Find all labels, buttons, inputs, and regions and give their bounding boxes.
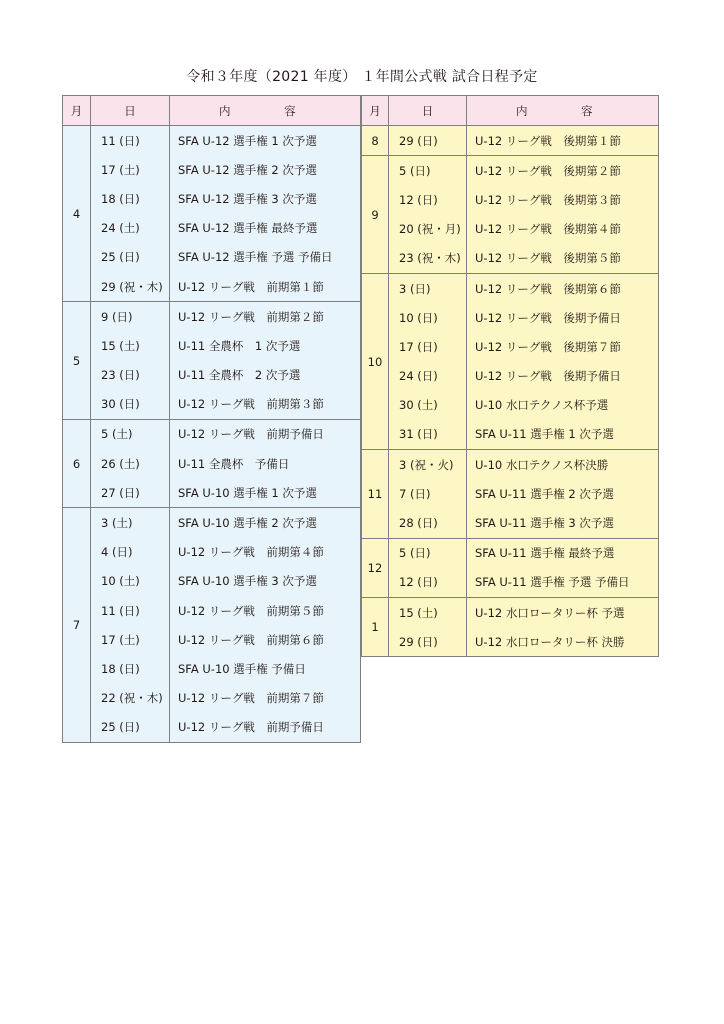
event-cell: U-12 リーグ戦 後期第４節	[467, 215, 659, 244]
day-cell: 10 (土)	[91, 567, 170, 596]
day-cell: 17 (土)	[91, 625, 170, 654]
table-row	[63, 684, 361, 713]
day-cell: 22 (祝・木)	[91, 684, 170, 713]
event-cell: U-12 リーグ戦 前期第５節	[170, 596, 361, 625]
table-header-row	[63, 96, 361, 126]
table-row	[63, 449, 361, 478]
table-row	[63, 567, 361, 596]
event-cell: U-12 リーグ戦 後期第１節	[467, 126, 659, 156]
day-cell: 23 (日)	[91, 361, 170, 390]
event-cell: U-10 水口テクノス杯予選	[467, 391, 659, 420]
header-day: 日	[389, 96, 467, 126]
table-row	[362, 244, 659, 274]
table-row	[362, 450, 659, 480]
table-row	[362, 362, 659, 391]
day-cell: 3 (祝・火)	[389, 450, 467, 480]
day-cell: 26 (土)	[91, 449, 170, 478]
event-cell: U-12 リーグ戦 前期予備日	[170, 713, 361, 743]
day-cell: 25 (日)	[91, 713, 170, 743]
event-cell: U-12 リーグ戦 後期第３節	[467, 185, 659, 214]
day-cell: 29 (日)	[389, 126, 467, 156]
table-row	[63, 713, 361, 743]
table-row	[362, 156, 659, 186]
event-cell: SFA U-12 選手権 1 次予選	[170, 126, 361, 156]
day-cell: 30 (土)	[389, 391, 467, 420]
event-cell: SFA U-12 選手権 3 次予選	[170, 184, 361, 213]
table-row	[63, 272, 361, 302]
day-cell: 18 (日)	[91, 654, 170, 683]
table-row	[362, 126, 659, 156]
table-row	[63, 478, 361, 508]
day-cell: 12 (日)	[389, 185, 467, 214]
event-cell: SFA U-11 選手権 3 次予選	[467, 508, 659, 538]
month-cell: 7	[63, 508, 91, 743]
event-cell: U-12 水口ロータリー杯 決勝	[467, 627, 659, 657]
day-cell: 12 (日)	[389, 568, 467, 598]
event-cell: U-12 リーグ戦 前期第６節	[170, 625, 361, 654]
day-cell: 29 (日)	[389, 627, 467, 657]
table-row	[362, 508, 659, 538]
month-cell: 12	[362, 538, 389, 597]
event-cell: SFA U-11 選手権 予選 予備日	[467, 568, 659, 598]
table-row	[362, 598, 659, 628]
day-cell: 3 (土)	[91, 508, 170, 538]
table-row	[63, 625, 361, 654]
month-cell: 4	[63, 126, 91, 302]
day-cell: 4 (日)	[91, 538, 170, 567]
table-row	[362, 303, 659, 332]
event-cell: U-11 全農杯 2 次予選	[170, 361, 361, 390]
event-cell: U-12 リーグ戦 後期第５節	[467, 244, 659, 274]
header-month: 月	[63, 96, 91, 126]
table-row	[63, 419, 361, 449]
day-cell: 27 (日)	[91, 478, 170, 508]
month-cell: 10	[362, 273, 389, 449]
table-row	[63, 214, 361, 243]
table-row	[63, 508, 361, 538]
table-row	[63, 126, 361, 156]
header-day: 日	[91, 96, 170, 126]
day-cell: 10 (日)	[389, 303, 467, 332]
event-cell: SFA U-10 選手権 3 次予選	[170, 567, 361, 596]
event-cell: SFA U-11 選手権 1 次予選	[467, 420, 659, 450]
table-row	[63, 596, 361, 625]
event-cell: U-12 リーグ戦 後期予備日	[467, 362, 659, 391]
month-cell: 5	[63, 302, 91, 420]
day-cell: 7 (日)	[389, 479, 467, 508]
header-content: 内 容	[170, 96, 361, 126]
event-cell: U-11 全農杯 1 次予選	[170, 331, 361, 360]
event-cell: SFA U-10 選手権 予備日	[170, 654, 361, 683]
event-cell: U-12 リーグ戦 前期第３節	[170, 390, 361, 420]
table-row	[63, 155, 361, 184]
day-cell: 30 (日)	[91, 390, 170, 420]
table-row	[362, 215, 659, 244]
schedule-table-right	[361, 95, 659, 657]
month-cell: 11	[362, 450, 389, 539]
event-cell: U-12 水口ロータリー杯 予選	[467, 598, 659, 628]
table-row	[63, 302, 361, 332]
event-cell: U-12 リーグ戦 前期第４節	[170, 538, 361, 567]
event-cell: SFA U-10 選手権 2 次予選	[170, 508, 361, 538]
month-cell: 1	[362, 598, 389, 657]
schedule-table-left	[62, 95, 361, 743]
event-cell: SFA U-12 選手権 予選 予備日	[170, 243, 361, 272]
event-cell: U-12 リーグ戦 前期第１節	[170, 272, 361, 302]
table-row	[362, 479, 659, 508]
event-cell: U-12 リーグ戦 後期第７節	[467, 332, 659, 361]
table-row	[63, 361, 361, 390]
header-content: 内 容	[467, 96, 659, 126]
day-cell: 20 (祝・月)	[389, 215, 467, 244]
day-cell: 29 (祝・木)	[91, 272, 170, 302]
month-cell: 8	[362, 126, 389, 156]
event-cell: SFA U-11 選手権 最終予選	[467, 538, 659, 568]
day-cell: 28 (日)	[389, 508, 467, 538]
table-row	[63, 538, 361, 567]
table-row	[362, 420, 659, 450]
day-cell: 18 (日)	[91, 184, 170, 213]
table-row	[362, 391, 659, 420]
table-row	[63, 243, 361, 272]
event-cell: U-12 リーグ戦 後期予備日	[467, 303, 659, 332]
table-row	[63, 184, 361, 213]
month-cell: 9	[362, 156, 389, 274]
event-cell: U-11 全農杯 予備日	[170, 449, 361, 478]
header-month: 月	[362, 96, 389, 126]
day-cell: 5 (日)	[389, 538, 467, 568]
day-cell: 31 (日)	[389, 420, 467, 450]
event-cell: SFA U-12 選手権 2 次予選	[170, 155, 361, 184]
event-cell: SFA U-11 選手権 2 次予選	[467, 479, 659, 508]
day-cell: 15 (土)	[91, 331, 170, 360]
event-cell: U-10 水口テクノス杯決勝	[467, 450, 659, 480]
table-row	[63, 390, 361, 420]
day-cell: 23 (祝・木)	[389, 244, 467, 274]
day-cell: 3 (日)	[389, 273, 467, 303]
event-cell: U-12 リーグ戦 後期第６節	[467, 273, 659, 303]
day-cell: 5 (土)	[91, 419, 170, 449]
page-title: 令和３年度（2021 年度） １年間公式戦 試合日程予定	[186, 69, 538, 85]
table-row	[362, 273, 659, 303]
event-cell: U-12 リーグ戦 後期第２節	[467, 156, 659, 186]
event-cell: U-12 リーグ戦 前期予備日	[170, 419, 361, 449]
day-cell: 11 (日)	[91, 596, 170, 625]
event-cell: U-12 リーグ戦 前期第２節	[170, 302, 361, 332]
event-cell: SFA U-12 選手権 最終予選	[170, 214, 361, 243]
table-row	[362, 627, 659, 657]
day-cell: 24 (土)	[91, 214, 170, 243]
day-cell: 5 (日)	[389, 156, 467, 186]
table-row	[63, 654, 361, 683]
event-cell: U-12 リーグ戦 前期第７節	[170, 684, 361, 713]
day-cell: 9 (日)	[91, 302, 170, 332]
day-cell: 24 (日)	[389, 362, 467, 391]
day-cell: 25 (日)	[91, 243, 170, 272]
day-cell: 17 (土)	[91, 155, 170, 184]
day-cell: 17 (日)	[389, 332, 467, 361]
month-cell: 6	[63, 419, 91, 508]
table-row	[362, 568, 659, 598]
table-row	[362, 538, 659, 568]
table-row	[63, 331, 361, 360]
table-row	[362, 332, 659, 361]
day-cell: 11 (日)	[91, 126, 170, 156]
event-cell: SFA U-10 選手権 1 次予選	[170, 478, 361, 508]
table-header-row	[362, 96, 659, 126]
table-row	[362, 185, 659, 214]
day-cell: 15 (土)	[389, 598, 467, 628]
